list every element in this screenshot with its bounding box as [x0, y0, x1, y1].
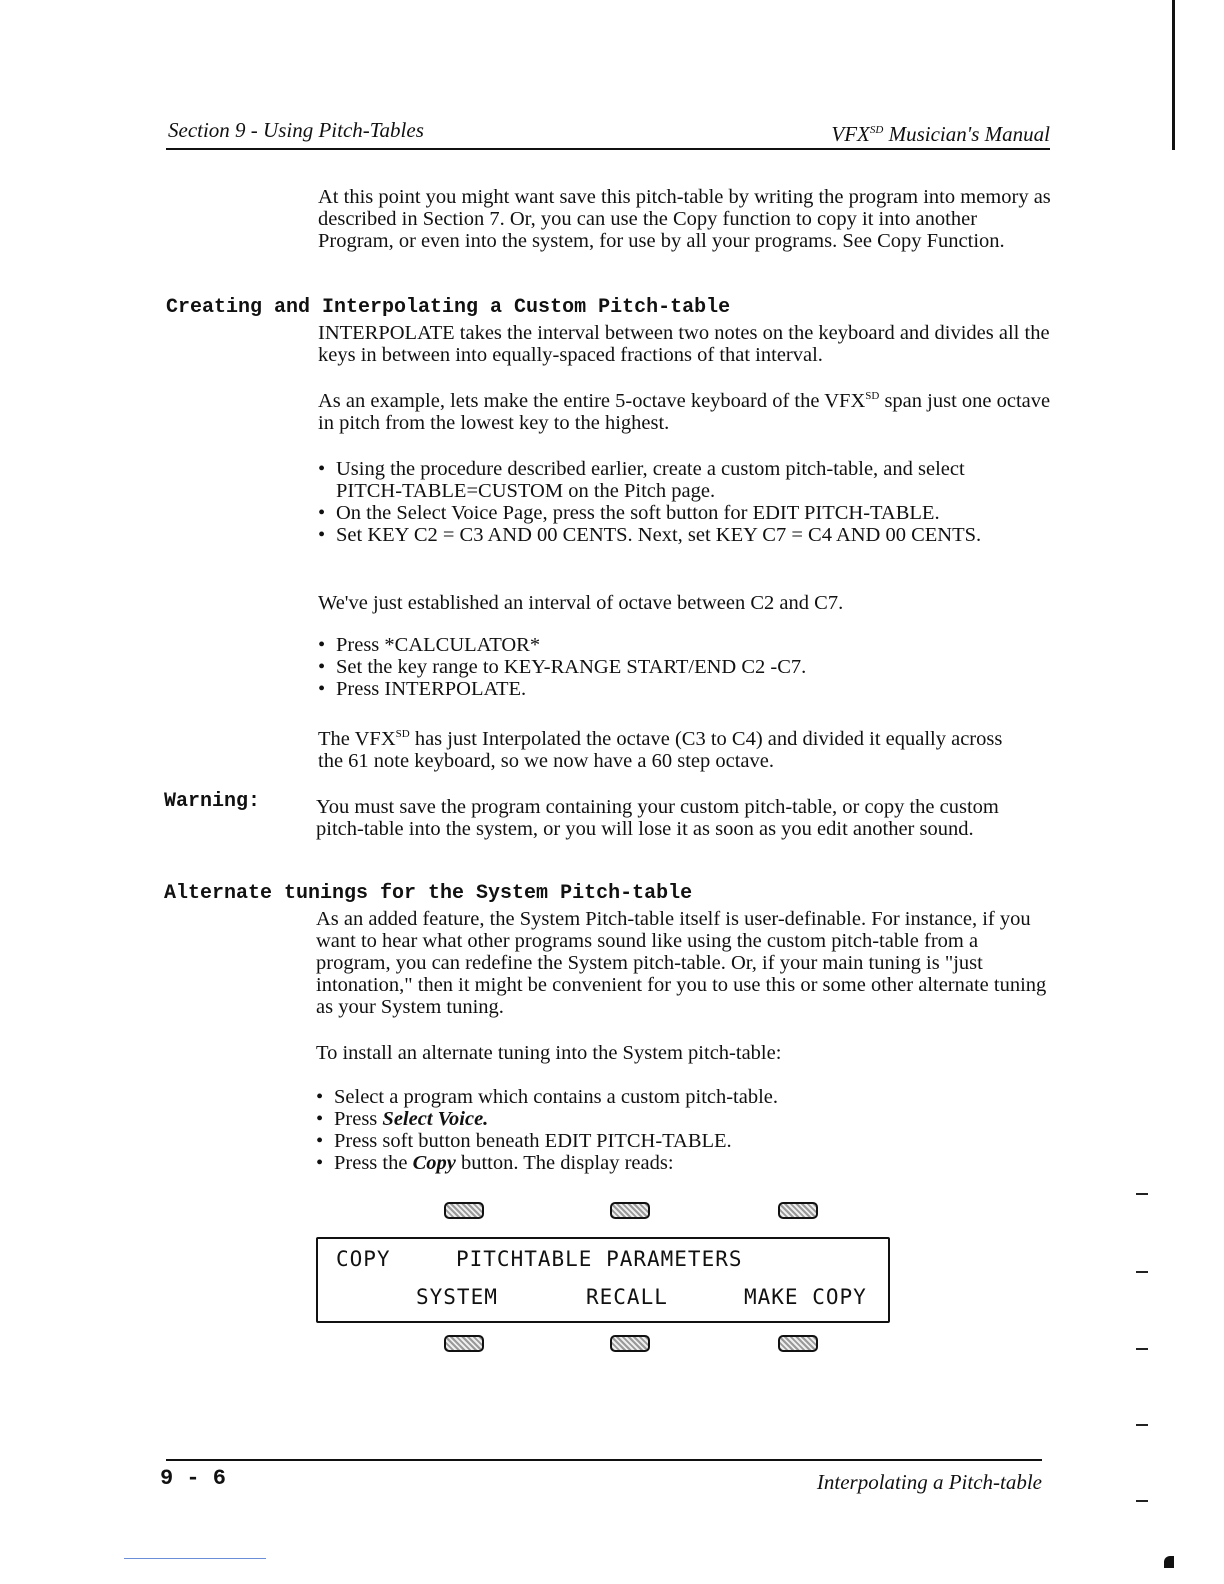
soft-button-top-3 [778, 1202, 818, 1219]
footer-chapter-title: Interpolating a Pitch-table [816, 1470, 1042, 1494]
section2-paragraph-2: To install an alternate tuning into the System pitch-table: [316, 1042, 782, 1064]
warning-label: Warning: [164, 790, 261, 813]
bullet4-prefix: Press the [334, 1152, 413, 1174]
section2-paragraph-1: As an added feature, the System Pitch-table itself is user-definable. For instance, if you want to hear what other programs sound like using the custom pitch-table from a program, you can redefine the System pitch-table. Or, if your main tuning is "just intonation," then it might be convenient for you to use this or some other alternate tuning as your System tuning. [316, 908, 1047, 1018]
list-item: • Set KEY C2 = C3 AND 00 CENTS. Next, set KEY C7 = C4 AND 00 CENTS. [318, 524, 1018, 546]
section1-bullet-list-2 [318, 634, 1053, 700]
lcd-option-system: SYSTEM [416, 1285, 498, 1309]
bullet4-suffix: button. The display reads: [455, 1152, 674, 1174]
section1-p2-start: As an example, lets make the entire 5-octave keyboard of the VFX [318, 390, 866, 412]
header-manual-prefix: VFX [831, 122, 870, 146]
soft-button-top-1 [444, 1202, 484, 1219]
section1-p4-start: The VFX [318, 728, 396, 750]
section1-bullet-list-1 [318, 458, 1018, 546]
lcd-title: PITCHTABLE PARAMETERS [456, 1247, 743, 1271]
list-item [316, 1152, 1051, 1174]
section-heading-alternate-tunings: Alternate tunings for the System Pitch-table [164, 882, 693, 905]
list-item: • Set the key range to KEY-RANGE START/END C2 -C7. [318, 656, 1053, 678]
list-item: • Press soft button beneath EDIT PITCH-TABLE. [316, 1130, 1051, 1152]
select-voice-emphasis: Select Voice. [382, 1108, 489, 1130]
header-manual-sup: SD [869, 124, 884, 136]
lcd-option-make-copy: MAKE COPY [744, 1285, 867, 1309]
section2-bullet-list [316, 1086, 1051, 1174]
margin-mark [1136, 1271, 1148, 1273]
header-manual-title [831, 122, 1050, 147]
scan-corner-mark [1164, 1556, 1174, 1568]
copy-emphasis: Copy [412, 1152, 456, 1174]
header-section-title: Section 9 - Using Pitch-Tables [168, 118, 424, 142]
header-manual-suffix: Musician's Manual [883, 122, 1050, 146]
scan-underline-artifact [124, 1558, 266, 1559]
soft-button-bottom-1 [444, 1335, 484, 1352]
list-item: • Press *CALCULATOR* [318, 634, 1053, 656]
section1-paragraph-1: INTERPOLATE takes the interval between two notes on the keyboard and divides all the keys in between into equally-spaced fractions of that interval. [318, 322, 1050, 366]
margin-mark [1136, 1500, 1148, 1502]
footer-rule [166, 1459, 1042, 1461]
margin-mark [1136, 1424, 1148, 1426]
list-item: • On the Select Voice Page, press the soft button for EDIT PITCH-TABLE. [318, 502, 1018, 524]
section1-paragraph-2 [318, 390, 1053, 434]
section1-paragraph-4 [318, 728, 1018, 772]
section-heading-interpolating: Creating and Interpolating a Custom Pitch-table [166, 296, 731, 319]
intro-paragraph: At this point you might want save this pitch-table by writing the program into memory as described in Section 7. Or, you can use the Copy function to copy it into another Program, or even into the system, for use by all your programs. See Copy Function. [318, 186, 1051, 252]
header-rule [166, 148, 1050, 150]
margin-mark [1136, 1193, 1148, 1195]
section1-p4-end: has just Interpolated the octave (C3 to C4) and divided it equally across the 61 note keyboard, so we now have a 60 step octave. [318, 728, 1003, 772]
list-item: • Press INTERPOLATE. [318, 678, 1053, 700]
section1-paragraph-3: We've just established an interval of octave between C2 and C7. [318, 592, 844, 614]
lcd-option-recall: RECALL [586, 1285, 668, 1309]
list-item: • Using the procedure described earlier, create a custom pitch-table, and select PITCH-TABLE=CUSTOM on the Pitch page. [318, 458, 1018, 502]
footer-page-number: 9 - 6 [160, 1466, 227, 1491]
section1-p4-sup: SD [395, 728, 410, 740]
section1-p2-end: span just one octave in pitch from the lowest key to the highest. [318, 390, 1051, 434]
list-item [316, 1108, 1051, 1130]
margin-mark [1136, 1348, 1148, 1350]
soft-button-bottom-2 [610, 1335, 650, 1352]
warning-text: You must save the program containing your custom pitch-table, or copy the custom pitch-table into the system, or you will lose it as soon as you edit another sound. [316, 796, 999, 840]
list-item: • Select a program which contains a custom pitch-table. [316, 1086, 1051, 1108]
scan-edge-line [1172, 0, 1175, 150]
section1-p2-sup: SD [865, 390, 880, 402]
bullet2-prefix: Press [334, 1108, 383, 1130]
soft-button-bottom-3 [778, 1335, 818, 1352]
soft-button-top-2 [610, 1202, 650, 1219]
lcd-copy-label: COPY [336, 1247, 391, 1271]
